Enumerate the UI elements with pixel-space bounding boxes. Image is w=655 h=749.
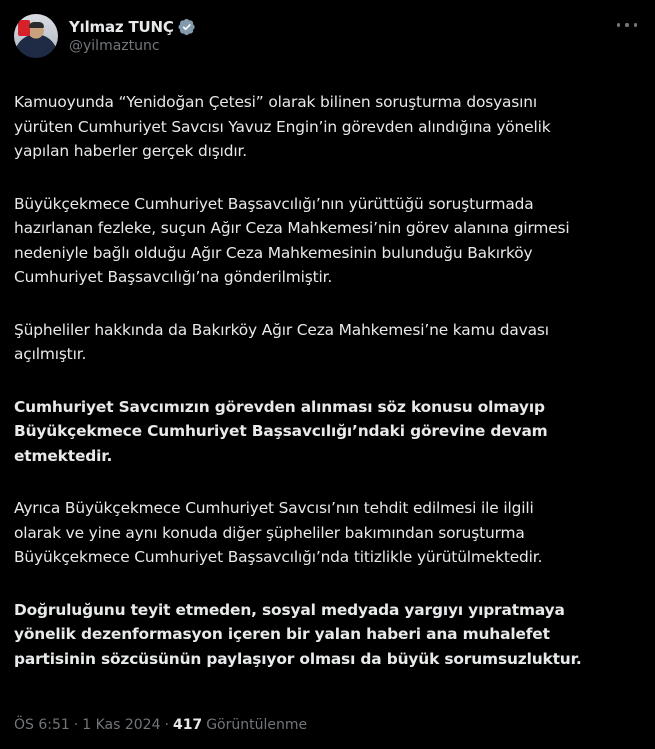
tweet-time[interactable]: ÖS 6:51 xyxy=(14,717,70,733)
display-name[interactable]: Yılmaz TUNÇ xyxy=(69,17,174,36)
more-dot xyxy=(634,23,637,26)
flag-icon xyxy=(18,20,30,36)
author-info xyxy=(69,14,196,54)
tweet-paragraph-2: Büyükçekmece Cumhuriyet Başsavcılığı’nın yürüttüğü soruşturmada hazırlanan fezleke, suçun Ağır Ceza Mahkemesi’nin görev alanına girmesi nedeniyle bağlı olduğu Ağır Ceza Mahkemesinin bulunduğu Bakırköy Cumhuriyet Başsavcılığı’na gönderilmiştir. xyxy=(14,194,570,286)
views-count[interactable]: 417 xyxy=(172,717,203,733)
verified-badge-icon[interactable] xyxy=(178,18,196,36)
handle[interactable]: @yilmaztunc xyxy=(69,38,160,54)
tweet-paragraph-4: Cumhuriyet Savcımızın görevden alınması söz konusu olmayıp Büyükçekmece Cumhuriyet Başsavcılığı’ndaki görevine devam etmektedir. xyxy=(14,397,548,465)
more-horizontal-icon[interactable] xyxy=(617,18,637,32)
more-dot xyxy=(625,23,628,26)
tweet-date[interactable]: 1 Kas 2024 xyxy=(82,717,161,733)
tweet-paragraph-5: Ayrıca Büyükçekmece Cumhuriyet Savcısı’nın tehdit edilmesi ile ilgili olarak ve yine aynı konuda diğer şüpheliler bakımından soruşturma Büyükçekmece Cumhuriyet Başsavcılığı’nda titizlikle yürütülmektedir. xyxy=(14,499,543,566)
meta-separator: · xyxy=(164,717,169,733)
tweet-text xyxy=(14,90,642,671)
tweet-meta xyxy=(14,717,307,733)
meta-separator: · xyxy=(73,717,79,733)
name-row xyxy=(69,16,196,37)
tweet-paragraph-1: Kamuoyunda “Yenidoğan Çetesi” olarak bilinen soruşturma dosyasını yürüten Cumhuriyet Savcısı Yavuz Engin’in görevden alındığına yönelik yapılan haberler gerçek dışıdır. xyxy=(14,93,551,160)
more-dot xyxy=(617,23,620,26)
avatar-detail xyxy=(29,22,44,28)
tweet-paragraph-3: Şüpheliler hakkında da Bakırköy Ağır Ceza Mahkemesi’ne kamu davası açılmıştır. xyxy=(14,320,549,363)
avatar[interactable] xyxy=(14,14,58,58)
tweet-header xyxy=(14,14,641,64)
views-label[interactable]: Görüntülenme xyxy=(206,717,308,733)
tweet-paragraph-6: Doğruluğunu teyit etmeden, sosyal medyada yargıyı yıpratmaya yönelik dezenformasyon içeren bir yalan haberi ana muhalefet partisinin sözcüsünün paylaşıyor olması da büyük sorumsuzluktur. xyxy=(14,600,582,668)
